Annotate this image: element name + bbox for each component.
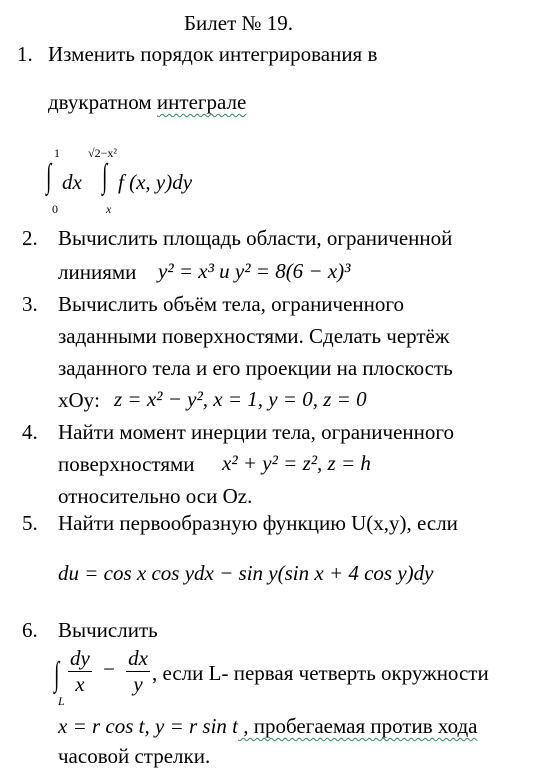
q1-integrand: f (x, y)dy bbox=[118, 170, 193, 194]
q3-formula: z = x² − y², x = 1, y = 0, z = 0 bbox=[114, 387, 367, 411]
ticket-title: Билет № 19. bbox=[184, 11, 294, 35]
q1-text-word-underlined: интеграле bbox=[156, 90, 247, 114]
q1-outer-integral-sign: ∫ bbox=[46, 158, 52, 195]
q1-inner-integral-sign: ∫ bbox=[102, 158, 108, 195]
q1-text-word: двукратном bbox=[48, 90, 157, 114]
q3-text-line1: Вычислить объём тела, ограниченного bbox=[58, 292, 404, 316]
q1-dx: dx bbox=[62, 170, 82, 194]
q6-fraction-2-denominator: y bbox=[133, 672, 143, 696]
q1-text-line2 bbox=[48, 90, 246, 114]
q2-number: 2. bbox=[22, 226, 38, 250]
q4-text-line3: относительно оси Oz. bbox=[58, 484, 253, 508]
q5-number: 5. bbox=[22, 511, 38, 535]
q2-text-line2: линиями bbox=[58, 260, 137, 284]
q6-text-after-param: , пробегаемая против хода bbox=[238, 714, 478, 738]
q5-formula: du = cos x cos ydx − sin y(sin x + 4 cos y)dy bbox=[58, 561, 434, 585]
q6-fraction-1-denominator: x bbox=[75, 672, 85, 696]
q6-parametrization: x = r cos t, y = r sin t bbox=[58, 714, 238, 738]
q1-number: 1. bbox=[17, 42, 33, 66]
q6-text-line1: Вычислить bbox=[58, 618, 158, 642]
q1-inner-upper-limit: √2−x² bbox=[88, 146, 117, 160]
q1-inner-lower-limit: x bbox=[106, 202, 112, 216]
q4-number: 4. bbox=[22, 420, 38, 444]
q6-number: 6. bbox=[22, 618, 38, 642]
q6-fraction-2 bbox=[126, 646, 150, 697]
q6-fraction-1-numerator: dy bbox=[70, 646, 90, 670]
q6-parametrization-line bbox=[58, 714, 478, 739]
q6-integral-sign: ∫ bbox=[54, 656, 60, 693]
q2-formula: y² = x³ и y² = 8(6 − x)³ bbox=[158, 259, 351, 283]
q6-integral-lower-limit: L bbox=[58, 694, 65, 708]
q2-text-line1: Вычислить площадь области, ограниченной bbox=[58, 226, 453, 250]
q4-text-line2: поверхностями bbox=[58, 452, 195, 476]
q6-fraction-2-numerator: dx bbox=[128, 646, 148, 670]
q6-line-integral bbox=[52, 644, 542, 708]
q4-formula: x² + y² = z², z = h bbox=[222, 451, 371, 475]
q3-number: 3. bbox=[22, 292, 38, 316]
q6-minus: − bbox=[103, 657, 115, 682]
q6-text-after-integral: , если L- первая четверть окружности bbox=[152, 661, 489, 685]
q3-text-line2: заданными поверхностями. Сделать чертёж bbox=[58, 324, 450, 348]
q6-text-last-line: часовой стрелки. bbox=[58, 744, 211, 768]
q5-text-line1: Найти первообразную функцию U(x,y), если bbox=[58, 511, 458, 535]
q1-text-line1: Изменить порядок интегрирования в bbox=[48, 42, 378, 66]
q3-text-line4: xOy: bbox=[58, 388, 100, 412]
q1-outer-lower-limit: 0 bbox=[52, 202, 58, 216]
q3-text-line3: заданного тела и его проекции на плоскость bbox=[58, 356, 453, 380]
q1-outer-upper-limit: 1 bbox=[54, 146, 60, 160]
q6-fraction-1 bbox=[68, 646, 92, 697]
q6-integrand bbox=[68, 646, 150, 697]
q1-double-integral bbox=[44, 146, 244, 218]
q4-text-line1: Найти момент инерции тела, ограниченного bbox=[58, 420, 454, 444]
